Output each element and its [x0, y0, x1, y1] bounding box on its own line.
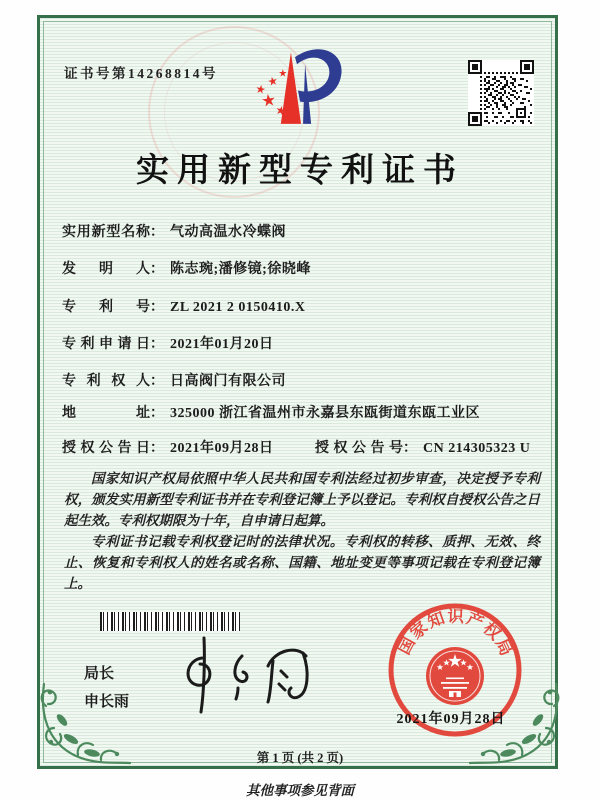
field-colon: ：: [150, 262, 164, 277]
field-value: CN 214305323 U: [423, 441, 531, 456]
field-colon: ：: [150, 441, 164, 456]
field-row-inventor: [62, 258, 311, 278]
back-side-note: 其他事项参见背面: [246, 783, 354, 798]
field-row-patentee: [62, 370, 286, 390]
corner-ornament-icon: [38, 676, 133, 771]
certificate-number: 证书号第14268814号: [64, 66, 218, 81]
field-value: 2021年01月20日: [170, 337, 274, 352]
field-value: 2021年09月28日: [170, 441, 274, 456]
field-value: 325000 浙江省温州市永嘉县东瓯街道东瓯工业区: [170, 406, 480, 421]
field-label: 实用新型名称: [62, 225, 150, 240]
certificate-body-text: [64, 468, 540, 594]
body-paragraph-1: 国家知识产权局依照中华人民共和国专利法经过初步审查，决定授予专利权，颁发实用新型专利证书并在专利登记簿上予以登记。专利权自授权公告之日起生效。专利权期限为十年，自申请日起算。: [64, 471, 540, 528]
field-colon: ：: [150, 406, 164, 421]
field-row-grant: [62, 437, 530, 457]
certificate-title: 实用新型专利证书: [136, 153, 464, 189]
field-label: 发明人: [62, 262, 150, 277]
field-label: 授权公告号: [315, 441, 403, 456]
field-row-filing-date: [62, 333, 274, 353]
field-value: 陈志琬;潘修镜;徐晓峰: [170, 262, 311, 277]
field-value: 日高阀门有限公司: [170, 374, 286, 389]
field-row-patent-no: [62, 296, 306, 316]
corner-ornament-icon: [467, 676, 562, 771]
field-label: 地址: [62, 406, 150, 421]
field-value: ZL 2021 2 0150410.X: [170, 300, 306, 315]
field-row-address: [62, 402, 480, 422]
field-label: 授权公告日: [62, 441, 150, 456]
body-paragraph-2: 专利证书记载专利权登记时的法律状况。专利权的转移、质押、无效、终止、恢复和专利权人的姓名或名称、国籍、地址变更等事项记载在专利登记簿上。: [64, 534, 540, 591]
field-colon: ：: [150, 225, 164, 240]
field-value: 气动高温水冷蝶阀: [170, 225, 286, 240]
barcode: [100, 612, 240, 631]
cnipa-logo-icon: [247, 44, 349, 140]
qr-code: [468, 60, 534, 126]
field-label: 专利申请日: [62, 337, 150, 352]
signoff-title: 局长: [84, 666, 115, 682]
field-colon: ：: [150, 374, 164, 389]
field-label: 专利权人: [62, 374, 150, 389]
seal-ring-text: 国家知识产权局: [394, 606, 517, 660]
signoff-name: 申长雨: [84, 694, 130, 710]
page-number: 第 1 页 (共 2 页): [256, 751, 344, 765]
field-colon: ：: [403, 441, 417, 456]
field-label: 专利号: [62, 300, 150, 315]
signature-handwriting-icon: [172, 630, 332, 725]
field-colon: ：: [150, 337, 164, 352]
field-row-name: [62, 221, 286, 241]
seal-date: 2021年09月28日: [396, 712, 506, 727]
field-colon: ：: [150, 300, 164, 315]
